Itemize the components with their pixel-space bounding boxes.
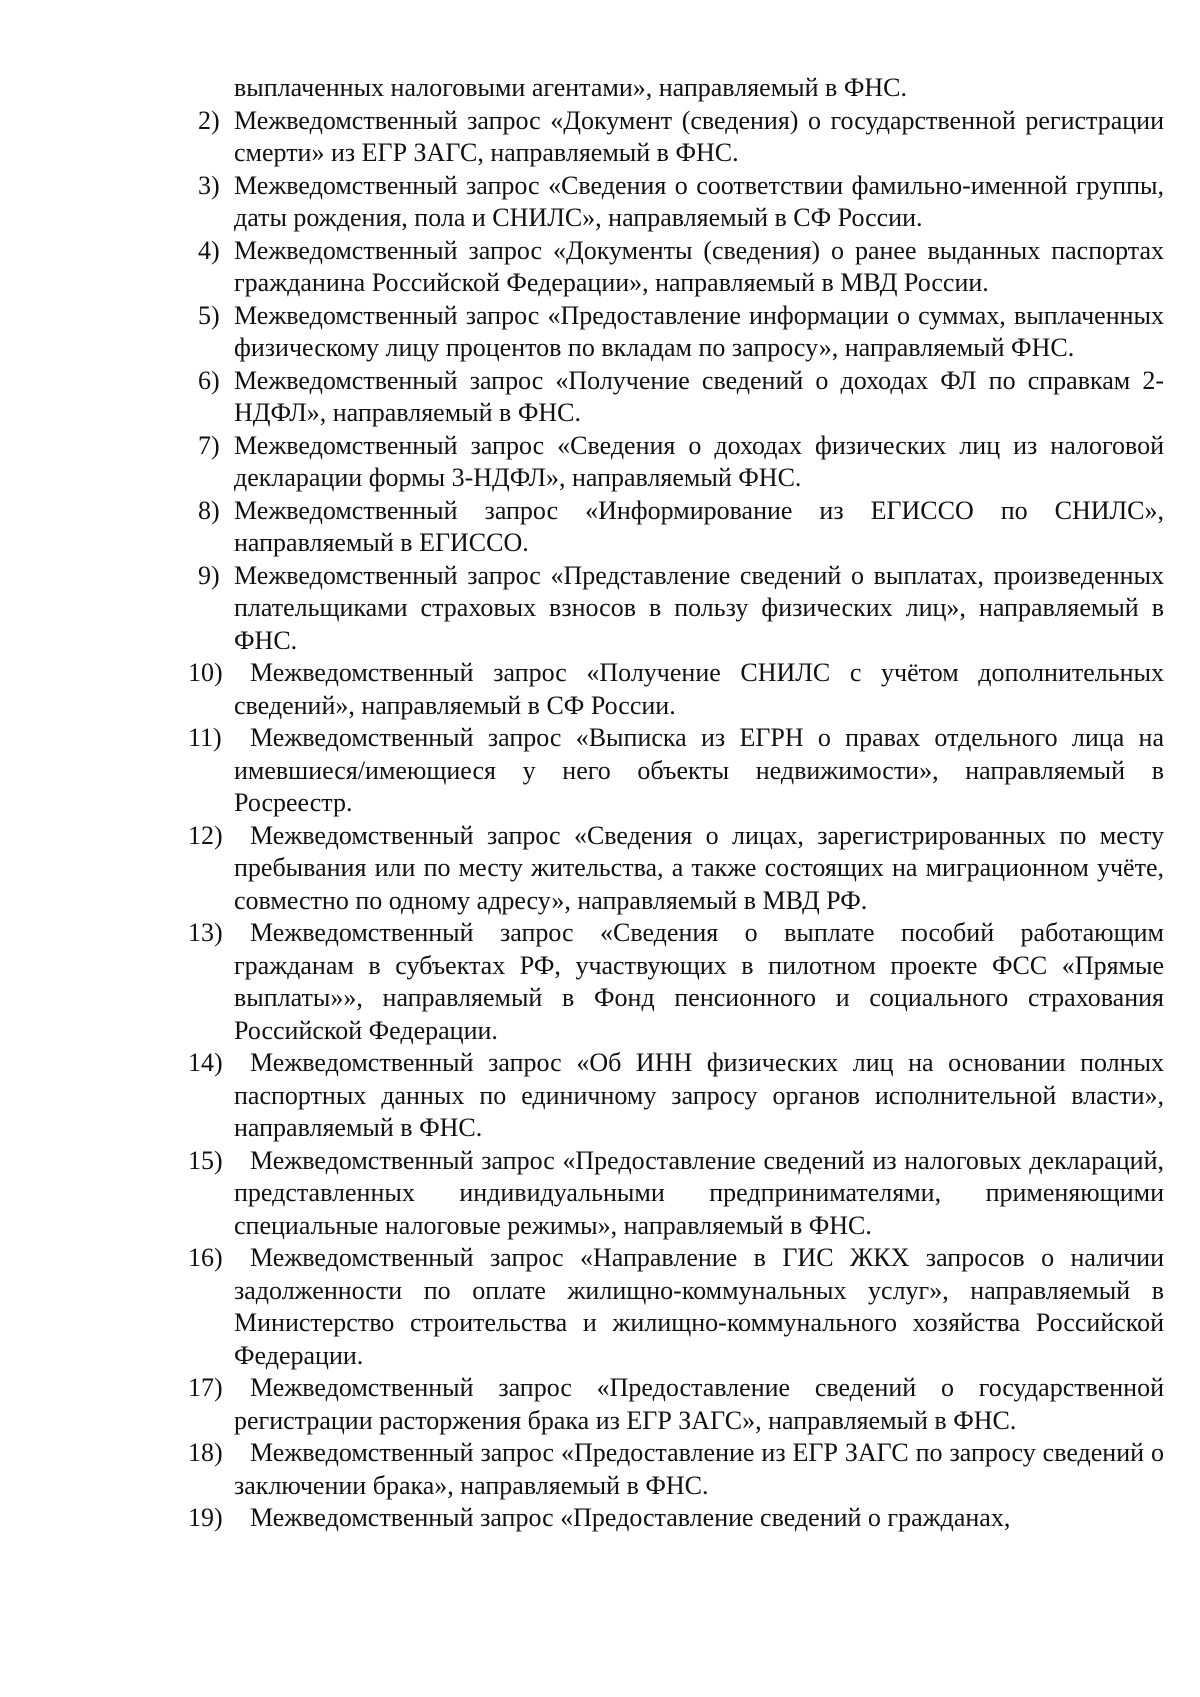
list-item-number: 9)	[198, 560, 220, 590]
list-item-text: Межведомственный запрос «Направление в ГИС ЖКХ запросов о наличии задолженности по оплате жилищно-коммунальных услуг», направляемый в Министерство строительства и жилищно-коммунального хозяйства Российской Федерации.	[234, 1243, 1164, 1370]
list-item	[188, 1502, 1164, 1535]
list-item	[200, 105, 1164, 170]
list-item-number: 17)	[188, 1373, 223, 1402]
list-item	[200, 560, 1164, 658]
list-item-number: 7)	[198, 430, 220, 460]
list-item	[200, 430, 1164, 495]
list-item-number: 2)	[198, 105, 220, 135]
list-item	[188, 820, 1164, 918]
list-item	[188, 722, 1164, 820]
list-item	[200, 495, 1164, 560]
list-item-number: 11)	[188, 723, 222, 752]
list-item-text: Межведомственный запрос «Сведения о доходах физических лиц из налоговой декларации формы 3-НДФЛ», направляемый ФНС.	[234, 430, 1164, 492]
list-item-text: Межведомственный запрос «Об ИНН физических лиц на основании полных паспортных данных по единичному запросу органов исполнительной власти», направляемый в ФНС.	[234, 1048, 1164, 1142]
list-item-number: 16)	[188, 1243, 223, 1272]
list-item-number: 18)	[188, 1438, 223, 1467]
request-list	[188, 105, 1164, 1535]
list-item-number: 3)	[198, 170, 220, 200]
list-item	[200, 170, 1164, 235]
list-item	[188, 1145, 1164, 1243]
list-item-number: 10)	[188, 658, 223, 687]
list-item	[188, 1047, 1164, 1145]
list-item-text: Межведомственный запрос «Предоставление сведений о государственной регистрации расторжения брака из ЕГР ЗАГС», направляемый в ФНС.	[234, 1373, 1164, 1435]
list-item-text: Межведомственный запрос «Сведения о соответствии фамильно-именной группы, даты рождения, пола и СНИЛС», направляемый в СФ России.	[234, 170, 1164, 232]
list-item-text: Межведомственный запрос «Предоставление сведений о гражданах,	[250, 1503, 1011, 1532]
list-item	[188, 657, 1164, 722]
list-item	[200, 300, 1164, 365]
list-item-number: 19)	[188, 1503, 223, 1532]
list-item-text: Межведомственный запрос «Документы (сведения) о ранее выданных паспортах гражданина Российской Федерации», направляемый в МВД России.	[234, 235, 1164, 297]
list-item	[188, 1242, 1164, 1372]
list-item-number: 6)	[198, 365, 220, 395]
continued-paragraph: выплаченных налоговыми агентами», направляемый в ФНС.	[234, 73, 907, 102]
list-item	[188, 1437, 1164, 1502]
list-item-number: 13)	[188, 918, 223, 947]
list-item-text: Межведомственный запрос «Предоставление из ЕГР ЗАГС по запросу сведений о заключении брака», направляемый в ФНС.	[234, 1438, 1164, 1500]
list-item-text: Межведомственный запрос «Информирование из ЕГИССО по СНИЛС», направляемый в ЕГИССО.	[234, 495, 1164, 557]
list-item	[200, 235, 1164, 300]
list-item-text: Межведомственный запрос «Предоставление информации о суммах, выплаченных физическому лицу процентов по вкладам по запросу», направляемый ФНС.	[234, 300, 1164, 362]
list-item-number: 4)	[198, 235, 220, 265]
list-item-text: Межведомственный запрос «Сведения о лицах, зарегистрированных по месту пребывания или по месту жительства, а также состоящих на миграционном учёте, совместно по одному адресу», направляемый в МВД РФ.	[234, 820, 1164, 915]
list-item-text: Межведомственный запрос «Выписка из ЕГРН о правах отдельного лица на имевшиеся/имеющиеся у него объекты недвижимости», направляемый в Росреестр.	[234, 723, 1164, 817]
list-item-number: 8)	[198, 495, 220, 525]
list-item	[188, 1372, 1164, 1437]
list-item-text: Межведомственный запрос «Получение СНИЛС с учётом дополнительных сведений», направляемый в СФ России.	[234, 658, 1164, 720]
list-item-text: Межведомственный запрос «Документ (сведения) о государственной регистрации смерти» из ЕГР ЗАГС, направляемый в ФНС.	[234, 105, 1164, 167]
list-item-text: Межведомственный запрос «Сведения о выплате пособий работающим гражданам в субъектах РФ, участвующих в пилотном проекте ФСС «Прямые выплаты»», направляемый в Фонд пенсионного и социального страхования Российской Федерации.	[234, 918, 1164, 1045]
list-item-number: 14)	[188, 1048, 223, 1077]
list-item-text: Межведомственный запрос «Предоставление сведений из налоговых деклараций, представленных индивидуальными предпринимателями, применяющими специальные налоговые режимы», направляемый в ФНС.	[234, 1145, 1164, 1240]
list-item-text: Межведомственный запрос «Получение сведений о доходах ФЛ по справкам 2-НДФЛ», направляемый в ФНС.	[234, 365, 1164, 427]
document-body	[188, 72, 1164, 1535]
list-item-number: 15)	[188, 1145, 223, 1175]
list-item-number: 5)	[198, 300, 220, 330]
list-item	[188, 917, 1164, 1047]
list-item-text: Межведомственный запрос «Представление сведений о выплатах, произведенных плательщиками страховых взносов в пользу физических лиц», направляемый в ФНС.	[234, 560, 1164, 655]
list-item-number: 12)	[188, 820, 223, 850]
list-item	[200, 365, 1164, 430]
